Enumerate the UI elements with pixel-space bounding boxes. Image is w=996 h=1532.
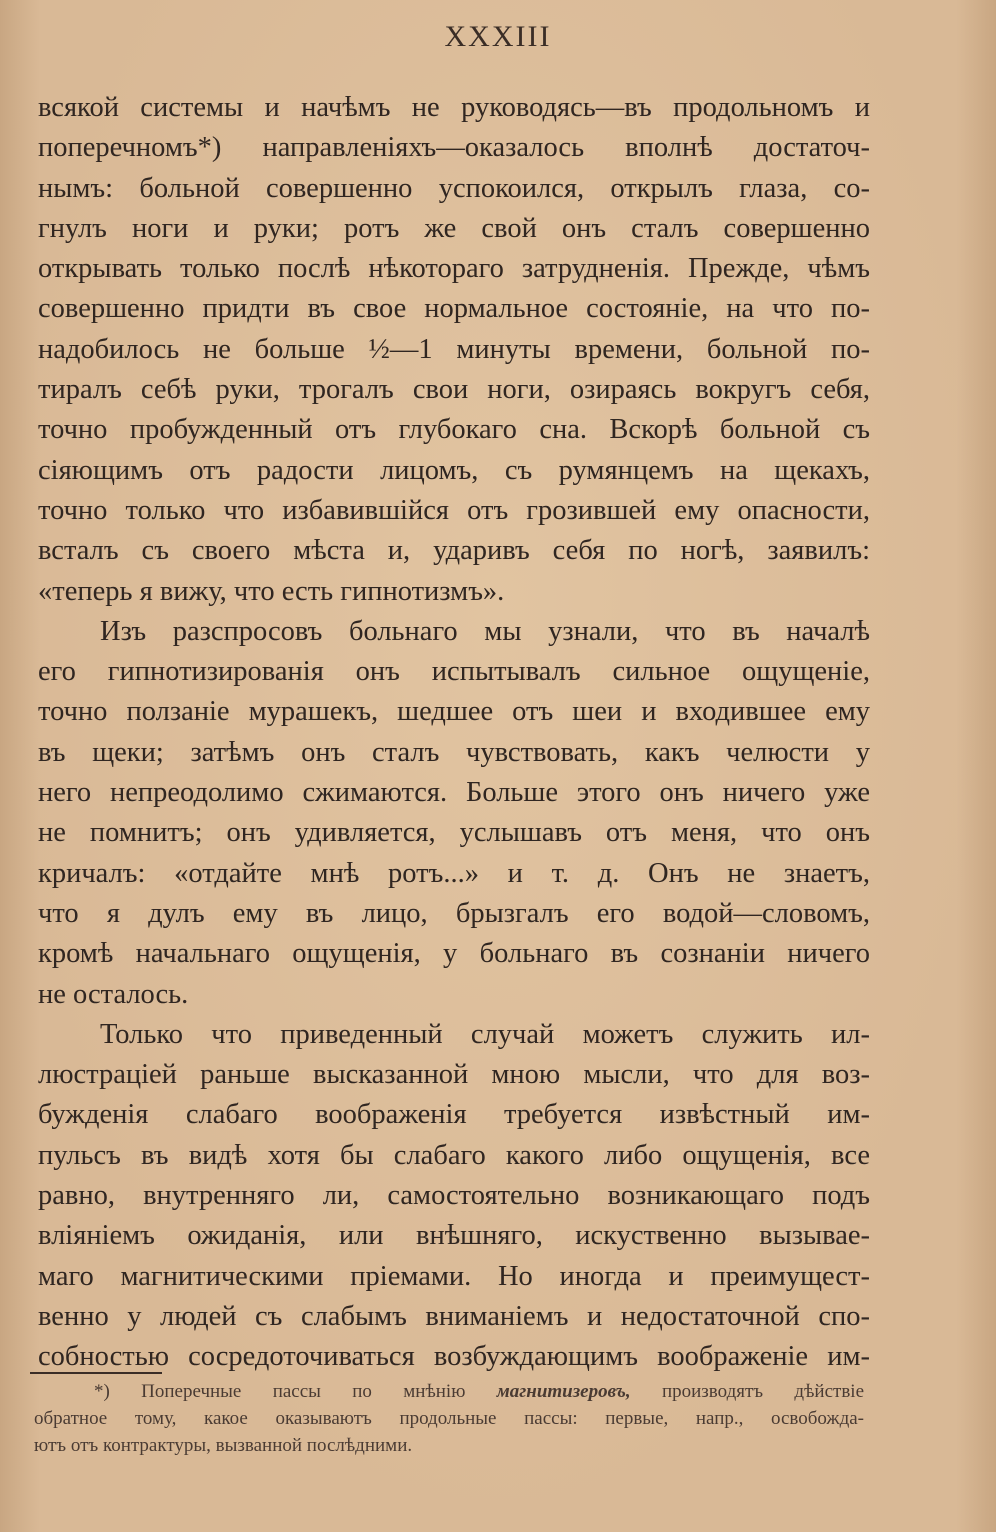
text-line: нымъ: больной совершенно успокоился, открылъ глаза, со- [38,172,870,204]
paragraph-start-line: Изъ разспросовъ больнаго мы узнали, что въ началѣ [100,615,870,647]
text-line: кричалъ: «отдайте мнѣ ротъ...» и т. д. Онъ не знаетъ, [38,857,870,889]
paragraph-start-line: Только что приведенный случай можетъ служить ил- [100,1018,870,1050]
footnote-line: обратное тому, какое оказываютъ продольные пассы: первые, напр., освобожда- [34,1408,864,1429]
footnote-text: *) Поперечные пассы по мнѣнію [94,1381,466,1402]
text-line: люстраціей раньше высказанной мною мысли, что для воз- [38,1059,870,1091]
text-line: «теперь я вижу, что есть гипнотизмъ». [38,575,505,607]
page-number: XXXIII [444,20,552,53]
text-line: бужденія слабаго воображенія требуется извѣстный им- [38,1099,870,1131]
text-line: вліяніемъ ожиданія, или внѣшняго, искуственно вызывае- [38,1220,870,1252]
footnote [34,1378,864,1459]
text-line: него непреодолимо сжимаются. Больше этого онъ ничего уже [38,777,870,809]
text-line: что я дулъ ему въ лицо, брызгалъ его водой—словомъ, [38,897,870,929]
text-line: собностью сосредоточиваться возбуждающимъ воображеніе им- [38,1341,870,1373]
text-line: кромѣ начальнаго ощущенія, у больнаго въ сознаніи ничего [38,938,870,970]
text-line: маго магнитическими пріемами. Но иногда и преимущест- [38,1260,870,1292]
text-line: совершенно придти въ свое нормальное состояніе, на что по- [38,293,870,325]
text-line: пульсъ въ видѣ хотя бы слабаго какого либо ощущенія, все [38,1139,870,1171]
body-text [38,88,870,1378]
footnote-line: ютъ отъ контрактуры, вызванной послѣдними. [34,1435,413,1456]
text-line: въ щеки; затѣмъ онъ сталъ чувствовать, какъ челюсти у [38,736,870,768]
text-line: точно только что избавившійся отъ грозившей ему опасности, [38,494,870,526]
text-line: всталъ съ своего мѣста и, ударивъ себя по ногѣ, заявилъ: [38,535,870,567]
text-line: открывать только послѣ нѣкотораго затрудненія. Прежде, чѣмъ [38,253,870,285]
footnote-text: производятъ дѣйствіе [661,1381,864,1402]
text-line: поперечномъ*) направленіяхъ—оказалось вполнѣ достаточ- [38,132,870,164]
text-line: сіяющимъ отъ радости лицомъ, съ румянцемъ на щекахъ, [38,454,870,486]
text-line: равно, внутренняго ли, самостоятельно возникающаго подъ [38,1180,870,1212]
text-line: тиралъ себѣ руки, трогалъ свои ноги, озираясь вокругъ себя, [38,374,870,406]
text-line: не помнитъ; онъ удивляется, услышавъ отъ меня, что онъ [38,817,870,849]
text-line: надобилось не больше ½—1 минуты времени, больной по- [38,333,870,365]
text-line: точно пробужденный отъ глубокаго сна. Вскорѣ больной съ [38,414,870,446]
text-line: точно ползаніе мурашекъ, шедшее отъ шеи и входившее ему [38,696,870,728]
text-line: всякой системы и начѣмъ не руководясь—въ продольномъ и [38,92,870,123]
footnote-emphasis: магнитизеровъ, [496,1381,631,1402]
text-line: не осталось. [38,978,189,1010]
footnote-divider [30,1372,162,1374]
footnote-line [34,1378,864,1405]
text-line: его гипнотизированія онъ испытывалъ сильное ощущеніе, [38,656,870,688]
text-line: гнулъ ноги и руки; ротъ же свой онъ сталъ совершенно [38,212,870,244]
text-line: венно у людей съ слабымъ вниманіемъ и недостаточной спо- [38,1300,870,1332]
